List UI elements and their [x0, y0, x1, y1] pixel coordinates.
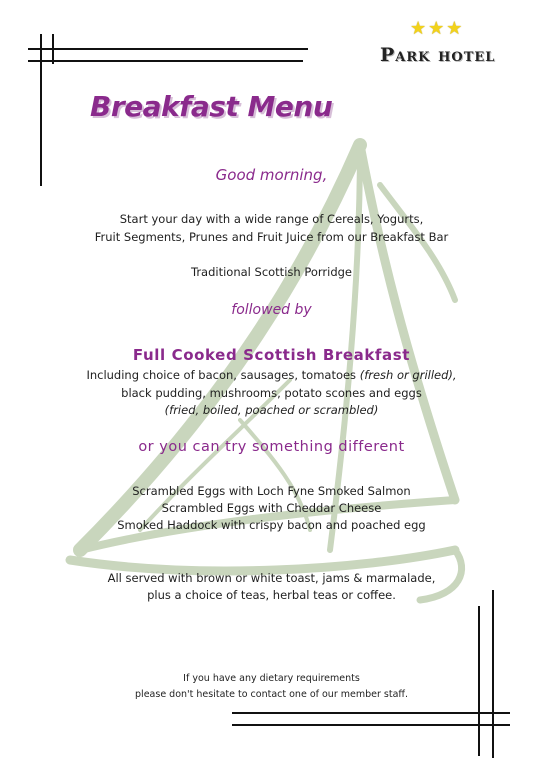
- alternative-item-2: Scrambled Eggs with Cheddar Cheese: [161, 501, 382, 515]
- greeting: Good morning,: [215, 166, 328, 184]
- corner-rule-top-left-vertical: [40, 34, 42, 186]
- intro-line-2: Fruit Segments, Prunes and Fruit Juice from our Breakfast Bar: [94, 230, 449, 244]
- served-line-2: plus a choice of teas, herbal teas or coffee.: [147, 588, 396, 602]
- cooked-line-1-note: (fresh or grilled),: [359, 368, 457, 382]
- hotel-logo: [370, 16, 530, 76]
- porridge: Traditional Scottish Porridge: [190, 265, 353, 279]
- cooked-line-1-main: Including choice of bacon, sausages, tomatoes: [86, 368, 357, 382]
- menu-title: Breakfast Menu: [90, 90, 333, 123]
- served-line-1: All served with brown or white toast, jams & marmalade,: [107, 571, 436, 585]
- alternative-heading: or you can try something different: [138, 439, 405, 455]
- cooked-heading: Full Cooked Scottish Breakfast: [132, 346, 411, 364]
- cooked-line-3: (fried, boiled, poached or scrambled): [164, 403, 379, 417]
- dietary-line-1: If you have any dietary requirements: [183, 673, 360, 684]
- cooked-line-2: black pudding, mushrooms, potato scones and eggs: [121, 386, 422, 400]
- corner-rule-bottom-right-horizontal-2: [232, 724, 510, 726]
- intro-line-1: Start your day with a wide range of Cereals, Yogurts,: [119, 212, 424, 226]
- corner-rule-top-left-horizontal: [28, 48, 308, 50]
- alternative-item-1: Scrambled Eggs with Loch Fyne Smoked Salmon: [132, 484, 411, 498]
- corner-rule-top-left-horizontal-2: [28, 60, 303, 62]
- star-rating-icon: ★★★: [410, 18, 465, 39]
- corner-rule-top-left-vertical-2: [52, 34, 54, 64]
- hotel-name: Park hotel: [380, 44, 496, 66]
- dietary-line-2: please don't hesitate to contact one of our member staff.: [135, 689, 408, 700]
- corner-rule-bottom-right-horizontal: [232, 712, 510, 714]
- alternative-item-3: Smoked Haddock with crispy bacon and poached egg: [117, 518, 426, 532]
- cooked-line-1: [0, 368, 543, 382]
- followed-by: followed by: [231, 302, 312, 318]
